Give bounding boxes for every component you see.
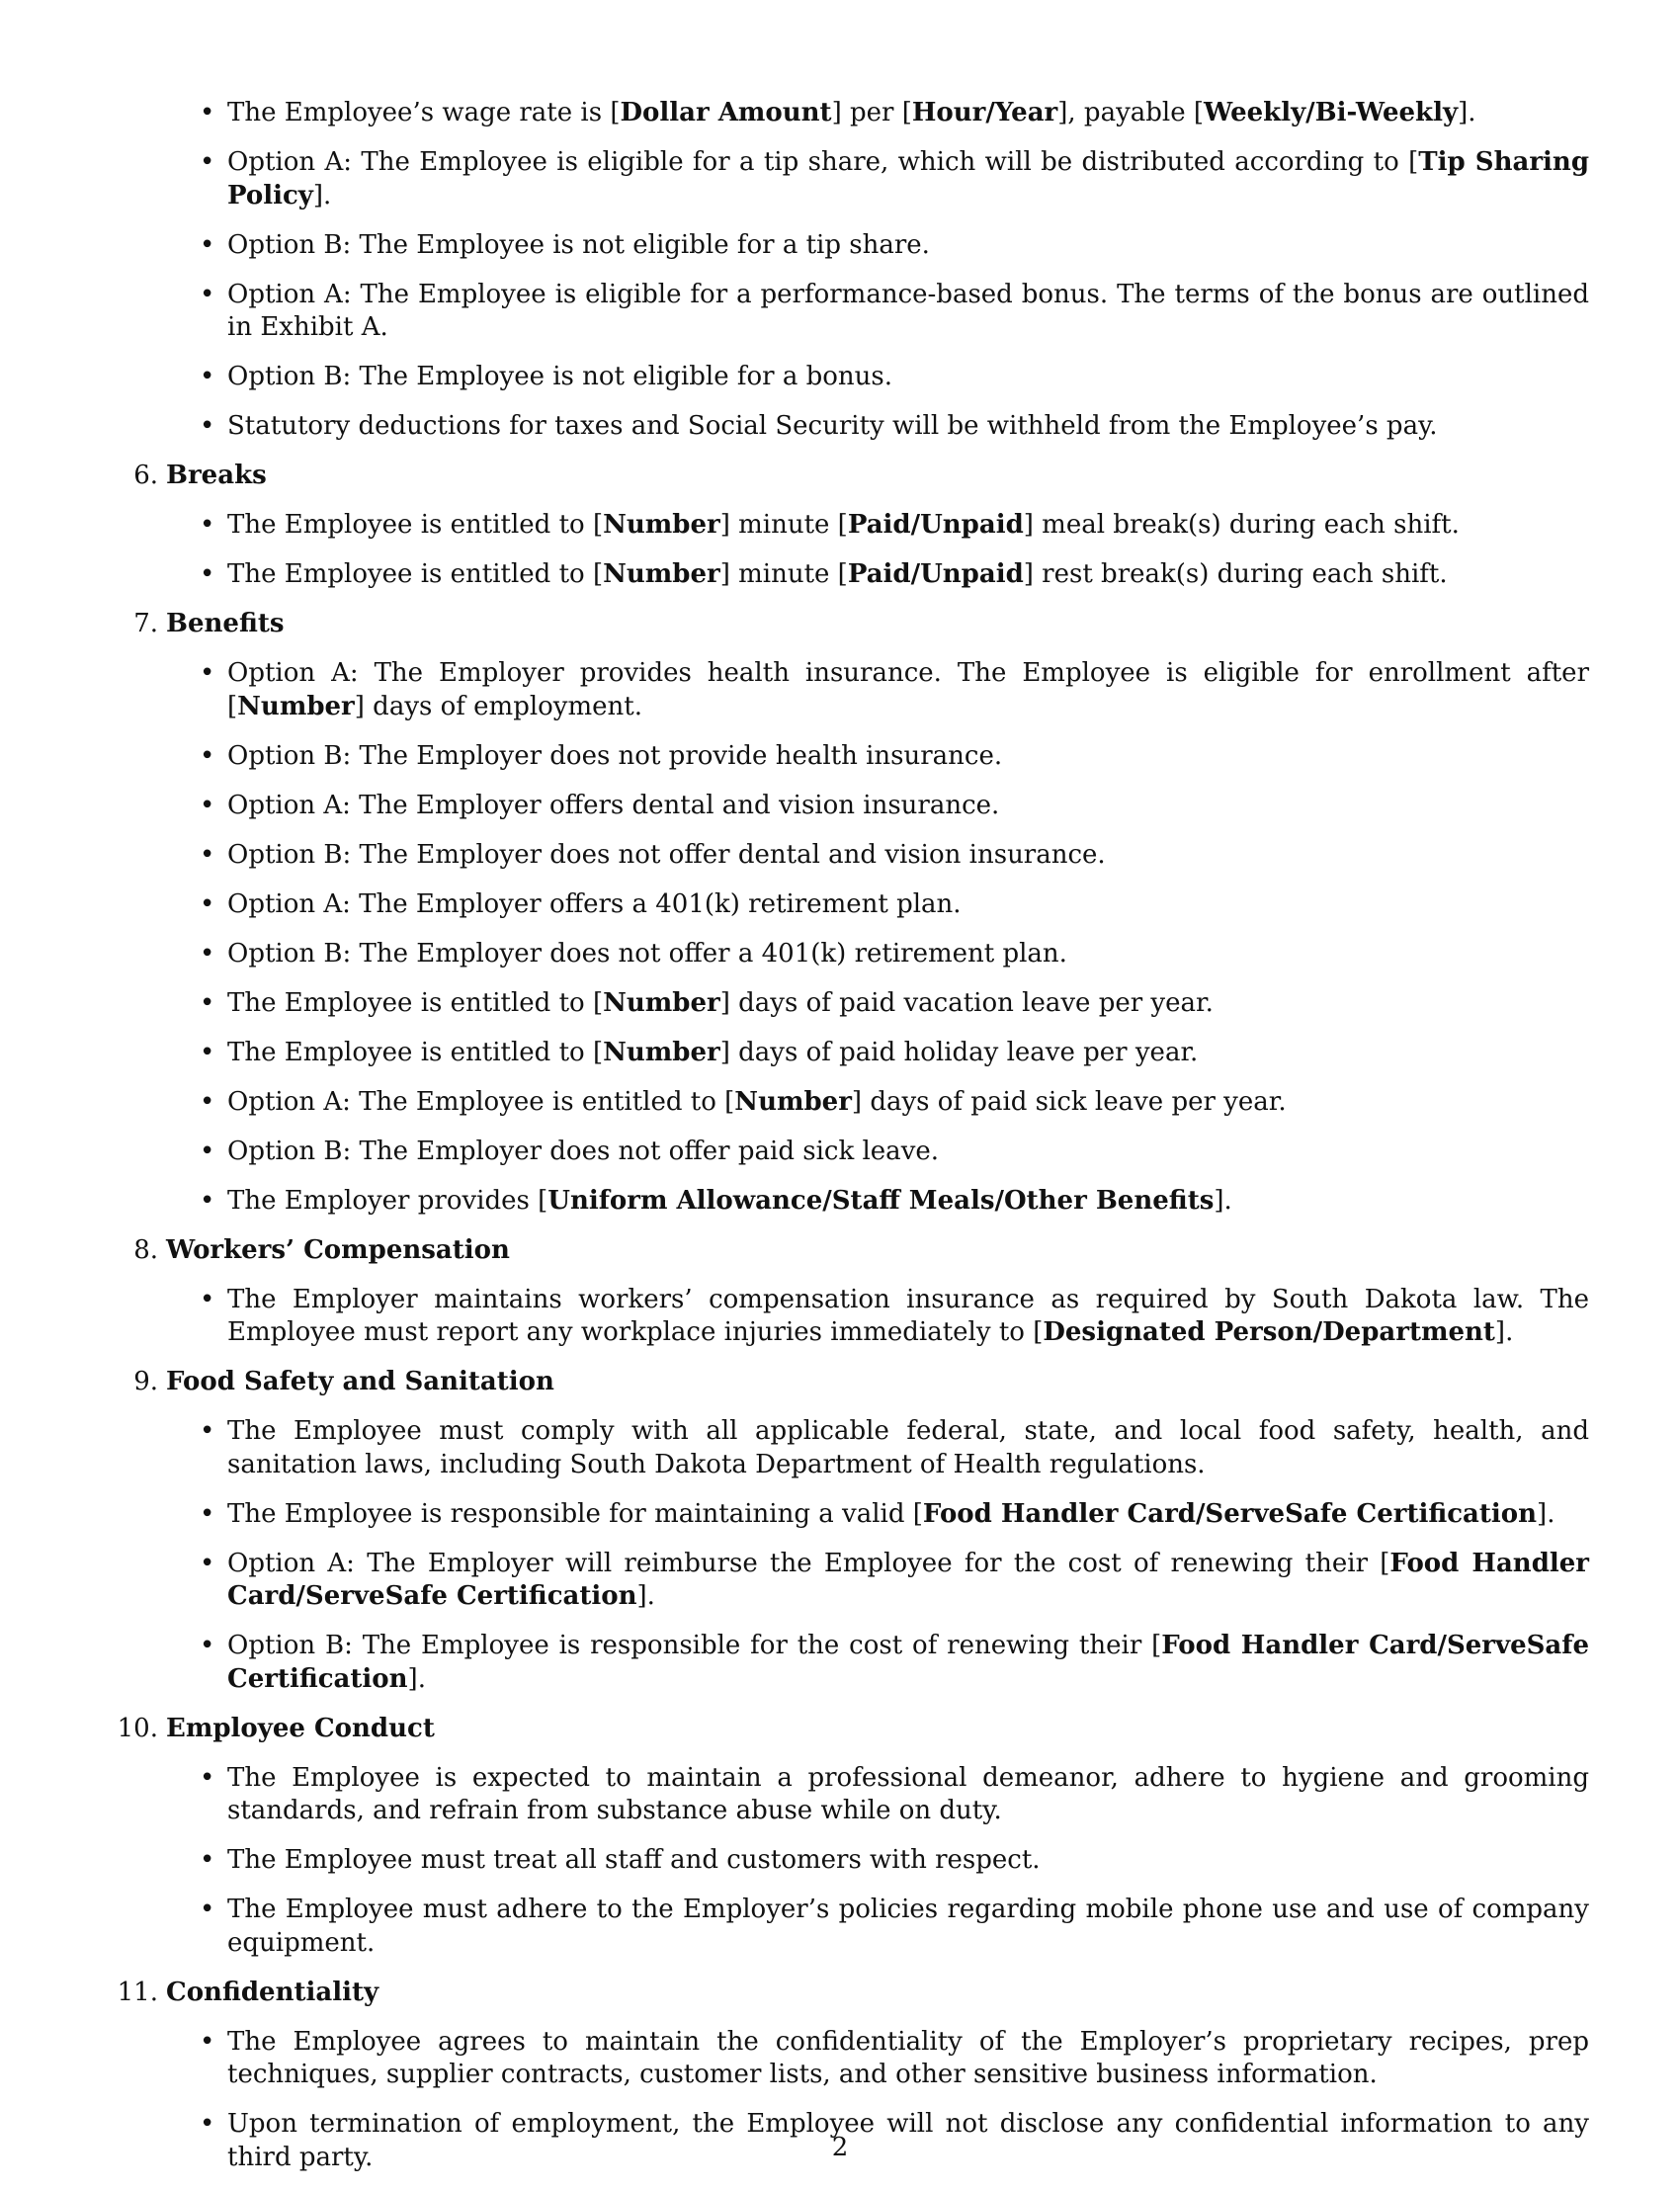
section-title: Breaks [166,461,267,490]
list-item [166,1548,1589,1614]
list-item [166,740,1589,774]
list-item [166,987,1589,1021]
text-run: The Employer provides [ [227,1185,548,1216]
text-run: Upon termination of employment, the Employee will not disclose any confidential information to any third party. [227,2109,1589,2172]
text-run: The Employee is entitled to [ [227,987,604,1018]
list-item [166,97,1589,130]
section-workers-compensation [133,1234,1589,1350]
text-run: ] days of paid vacation leave per year. [719,987,1214,1018]
list-item [166,361,1589,394]
list-item [166,1284,1589,1350]
placeholder-field: Tip Sharing Policy [227,147,1589,211]
text-run: Option B: The Employee is not eligible for a tip share. [227,229,930,260]
list-item [166,657,1589,723]
text-run: ]. [1458,98,1476,127]
text-run: ], payable [ [1057,98,1205,127]
text-run: Option A: The Employer offers a 401(k) retirement plan. [227,888,962,919]
placeholder-field: Number [734,1086,852,1117]
list-item [166,1086,1589,1120]
text-run: ] minute [ [719,510,848,540]
section-breaks [133,460,1589,592]
list-item [166,2026,1589,2092]
text-run: ]. [636,1581,655,1611]
section-title: Workers’ Compensation [166,1234,510,1265]
section-bullet-list [166,657,1589,1218]
list-item [166,1844,1589,1878]
section-number: 10. [117,1713,158,1743]
section-title: Employee Conduct [166,1713,435,1743]
placeholder-field: Number [237,691,355,721]
text-run: Option B: The Employer does not provide health insurance. [227,740,1003,771]
list-item [166,146,1589,212]
text-run: The Employee is responsible for maintaining a valid [ [227,1498,923,1529]
list-item [166,1136,1589,1169]
list-item [166,1415,1589,1481]
list-item [166,558,1589,592]
section-heading [133,460,1589,493]
text-run: Option B: The Employer does not offer paid sick leave. [227,1136,940,1166]
placeholder-field: Food Handler Card/ServeSafe Certification [922,1498,1538,1529]
list-item [166,279,1589,345]
text-run: Option A: The Employee is eligible for a tip share, which will be distributed according to [ [227,147,1419,177]
text-run: The Employee is expected to maintain a professional demeanor, adhere to hygiene and grooming standards, and refrain from substance abuse while on duty. [227,1762,1589,1825]
text-run: The Employee must adhere to the Employer’s policies regarding mobile phone use and use of company equipment. [227,1895,1589,1958]
section-employee-conduct [117,1713,1589,1961]
placeholder-field: Number [603,987,720,1018]
text-run: Statutory deductions for taxes and Social Security will be withheld from the Employee’s pay. [227,411,1438,441]
list-item [166,938,1589,971]
text-run: The Employee must treat all staff and customers with respect. [227,1845,1041,1875]
text-run: Option A: The Employer provides health insurance. The Employee is eligible for enrollment after [ [227,658,1589,721]
list-item [166,410,1589,444]
placeholder-field: Number [603,1037,720,1067]
list-item [166,229,1589,263]
section-title: Food Safety and Sanitation [166,1367,554,1396]
section-food-safety-and-sanitation [133,1366,1589,1696]
list-item [166,1630,1589,1696]
text-run: ] minute [ [719,559,848,589]
text-run: ] days of paid sick leave per year. [851,1086,1287,1117]
section-number: 7. [133,609,158,638]
text-run: The Employer maintains workers’ compensation insurance as required by South Dakota law. The Employee must report any workplace injuries immediately to [ [227,1284,1589,1347]
text-run: ]. [312,180,332,211]
placeholder-field: Number [603,510,720,540]
section-heading [133,1366,1589,1399]
text-run: ] days of employment. [354,691,642,721]
text-run: Option A: The Employee is eligible for a performance-based bonus. The terms of the bonus are outlined in Exhibit A. [227,279,1589,342]
text-run: Option B: The Employee is responsible for the cost of renewing their [ [227,1631,1162,1660]
placeholder-field: Hour/Year [911,98,1058,127]
text-run: ] rest break(s) during each shift. [1023,559,1448,589]
section-title: Confidentiality [166,1977,379,2007]
placeholder-field: Food Handler Card/ServeSafe Certification [227,1548,1589,1611]
placeholder-field: Weekly/Bi-Weekly [1204,98,1459,127]
placeholder-field: Number [603,559,720,589]
section-heading [117,1713,1589,1746]
placeholder-field: Designated Person/Department [1043,1317,1495,1347]
list-item [166,1762,1589,1828]
section-number: 8. [133,1234,158,1265]
list-item [166,1894,1589,1960]
placeholder-field: Paid/Unpaid [847,559,1024,589]
section-bullet-list [166,1762,1589,1961]
compensation-bullet-list [166,97,1589,444]
text-run: ]. [1537,1498,1555,1529]
list-item [166,839,1589,873]
section-benefits [133,608,1589,1218]
text-run: The Employee is entitled to [ [227,559,604,589]
text-run: ]. [407,1663,426,1694]
section-number: 9. [133,1367,158,1396]
text-run: Option A: The Employer will reimburse the Employee for the cost of renewing their [ [227,1548,1390,1578]
section-number: 11. [117,1977,158,2007]
text-run: ] per [ [831,98,912,127]
sections-container [117,460,1589,2174]
text-run: The Employee is entitled to [ [227,1037,604,1067]
placeholder-field: Paid/Unpaid [847,510,1024,540]
text-run: ] meal break(s) during each shift. [1023,510,1460,540]
section-heading [117,1977,1589,2010]
page-number: 2 [831,2133,849,2162]
section-bullet-list [166,1415,1589,1696]
list-item [166,509,1589,543]
section-bullet-list [166,1284,1589,1350]
text-run: ] days of paid holiday leave per year. [719,1037,1199,1067]
list-item [166,1498,1589,1532]
text-run: ]. [1494,1317,1514,1347]
text-run: The Employee must comply with all applicable federal, state, and local food safety, health, and sanitation laws, including South Dakota Department of Health regulations. [227,1416,1589,1479]
section-title: Benefits [166,609,285,638]
text-run: The Employee agrees to maintain the confidentiality of the Employer’s proprietary recipes, prep techniques, supplier contracts, customer lists, and other sensitive business information. [227,2026,1589,2089]
section-number: 6. [133,461,158,490]
text-run: ]. [1214,1185,1232,1216]
placeholder-field: Uniform Allowance/Staff Meals/Other Benefits [547,1185,1215,1216]
list-item [166,888,1589,922]
placeholder-field: Food Handler Card/ServeSafe Certification [227,1631,1589,1694]
text-run: Option B: The Employer does not offer dental and vision insurance. [227,839,1106,870]
document-body [117,97,1589,2191]
text-run: The Employee’s wage rate is [ [227,98,621,127]
text-run: Option A: The Employer offers dental and vision insurance. [227,790,1000,820]
section-heading [133,608,1589,641]
section-heading [133,1234,1589,1268]
text-run: The Employee is entitled to [ [227,510,604,540]
section-bullet-list [166,509,1589,592]
placeholder-field: Dollar Amount [620,98,832,127]
text-run: Option B: The Employer does not offer a 401(k) retirement plan. [227,938,1067,969]
list-item [166,790,1589,823]
text-run: Option A: The Employee is entitled to [ [227,1086,735,1117]
list-item [166,1185,1589,1219]
text-run: Option B: The Employee is not eligible for a bonus. [227,362,892,391]
list-item [166,1037,1589,1070]
